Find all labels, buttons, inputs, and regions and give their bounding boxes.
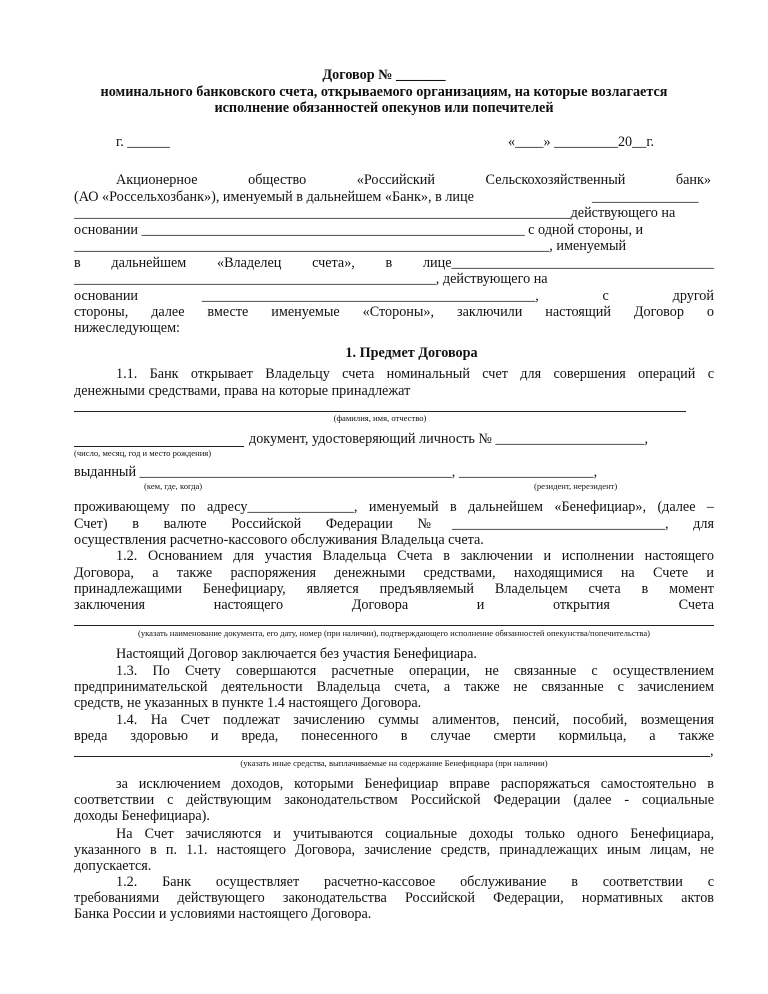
- clause-1-4-line-2: вреда здоровью и вреда, понесенного в случае смерти кормильца, а также: [74, 728, 714, 744]
- contract-subtitle-line-2: исполнение обязанностей опекунов или попечителей: [214, 100, 554, 116]
- issued-by-line: выданный ____________________________________________, ___________________,: [74, 464, 598, 480]
- birth-data-line: [74, 446, 244, 447]
- preamble-line-5: ___________________________________________________________________, именуемый: [74, 238, 627, 254]
- other-funds-line: [74, 756, 710, 757]
- clause-1-3-line-2: предпринимательской деятельности Владельца счета, а также не связанные с зачислением: [74, 679, 714, 695]
- preamble-line-9: стороны, далее вместе именуемые «Стороны», заключили настоящий Договор о: [74, 304, 714, 320]
- clause-1-4-cont-line-1: за исключением доходов, которыми Бенефициар вправе распоряжаться самостоятельно в: [116, 776, 714, 792]
- clause-1-2-note: Настоящий Договор заключается без участия Бенефициара.: [116, 646, 477, 662]
- clause-1-2-line-2: Договора, а также распоряжения денежными средствами, находящимися на Счете и: [74, 565, 714, 581]
- clause-1-4-cont-line-3: доходы Бенефициара).: [74, 808, 210, 824]
- contract-subtitle-line-1: номинального банковского счета, открываемого организациям, на которые возлагается: [100, 84, 668, 100]
- clause-1-4b-line-2: указанного в п. 1.1. настоящего Договора, зачисление средств, принадлежащих иным лицам, не: [74, 842, 714, 858]
- caption-resident-status: (резидент, нерезидент): [534, 481, 618, 491]
- clause-1-4b-line-3: допускается.: [74, 858, 152, 874]
- preamble-line-2: (АО «Россельхозбанк»), именуемый в дальнейшем «Банк», в лице: [74, 189, 474, 205]
- contract-title: Договор № _______: [322, 67, 446, 83]
- caption-birth-data: (число, месяц, год и место рождения): [74, 448, 212, 458]
- caption-guardianship-document: (указать наименование документа, его дату, номер (при наличии), подтверждающего исполнение обязанностей опекунства/попечительства): [137, 628, 651, 638]
- clause-1-5-line-2: требованиями действующего законодательства Российской Федерации, нормативных актов: [74, 890, 714, 906]
- caption-issued-by: (кем, где, когда): [144, 481, 203, 491]
- city-field: г. ______: [116, 134, 170, 150]
- preamble-line-3: ______________________________________________________________________действующего на: [74, 205, 676, 221]
- beneficiary-name-line: [74, 411, 686, 412]
- identity-document-line: документ, удостоверяющий личность № _____________________,: [249, 431, 649, 447]
- clause-1-2-line-4: заключения настоящего Договора и открытия Счета: [74, 597, 714, 613]
- guardianship-document-line: [74, 625, 714, 626]
- preamble-line-10: нижеследующем:: [74, 320, 180, 336]
- other-funds-comma: ,: [710, 743, 714, 759]
- preamble-line-1: Акционерное общество «Российский Сельскохозяйственный банк»: [116, 172, 711, 188]
- date-field: «____» _________20__г.: [508, 134, 655, 150]
- clause-1-3-line-3: средств, не указанных в пункте 1.4 настоящего Договора.: [74, 695, 422, 711]
- preamble-line-4: основании ______________________________________________________ с одной стороны, и: [74, 222, 644, 238]
- clause-1-1-line-2: денежными средствами, права на которые принадлежат: [74, 383, 411, 399]
- clause-1-2-line-1: 1.2. Основанием для участия Владельца Счета в заключении и исполнении настоящего: [116, 548, 714, 564]
- preamble-line-2-blank: _______________: [592, 189, 699, 205]
- clause-1-1-line-1: 1.1. Банк открывает Владельцу счета номинальный счет для совершения операций с: [116, 366, 714, 382]
- clause-1-3-line-1: 1.3. По Счету совершаются расчетные операции, не связанные с осуществлением: [116, 663, 714, 679]
- clause-1-2-line-3: принадлежащими Бенефициару, является предъявляемый Владельцем счета в момент: [74, 581, 714, 597]
- clause-1-4-line-1: 1.4. На Счет подлежат зачислению суммы алиментов, пенсий, пособий, возмещения: [116, 712, 714, 728]
- clause-1-4b-line-1: На Счет зачисляются и учитываются социальные доходы только одного Бенефициара,: [116, 826, 714, 842]
- section-1-heading: 1. Предмет Договора: [345, 345, 478, 361]
- address-line-1: проживающему по адресу_______________, именуемый в дальнейшем «Бенефициар», (далее –: [74, 499, 714, 515]
- caption-other-funds: (указать иные средства, выплачиваемые на содержание Бенефициара (при наличии): [240, 758, 548, 768]
- caption-full-name: (фамилия, имя, отчество): [333, 413, 427, 423]
- clause-1-4-cont-line-2: соответствии с действующим законодательством Российской Федерации (далее - социальные: [74, 792, 714, 808]
- address-line-2: Счет) в валюте Российской Федерации №______________________________, для: [74, 516, 714, 532]
- preamble-line-7: ___________________________________________________, действующего на: [74, 271, 548, 287]
- preamble-line-6: в дальнейшем «Владелец счета», в лице_____________________________________: [74, 255, 714, 271]
- clause-1-5-line-1: 1.2. Банк осуществляет расчетно-кассовое обслуживание в соответствии с: [116, 874, 714, 890]
- address-line-3: осуществления расчетно-кассового обслуживания Владельца счета.: [74, 532, 484, 548]
- preamble-line-8: основании _______________________________________________, с другой: [74, 288, 714, 304]
- clause-1-5-line-3: Банка России и условиями настоящего Договора.: [74, 906, 372, 922]
